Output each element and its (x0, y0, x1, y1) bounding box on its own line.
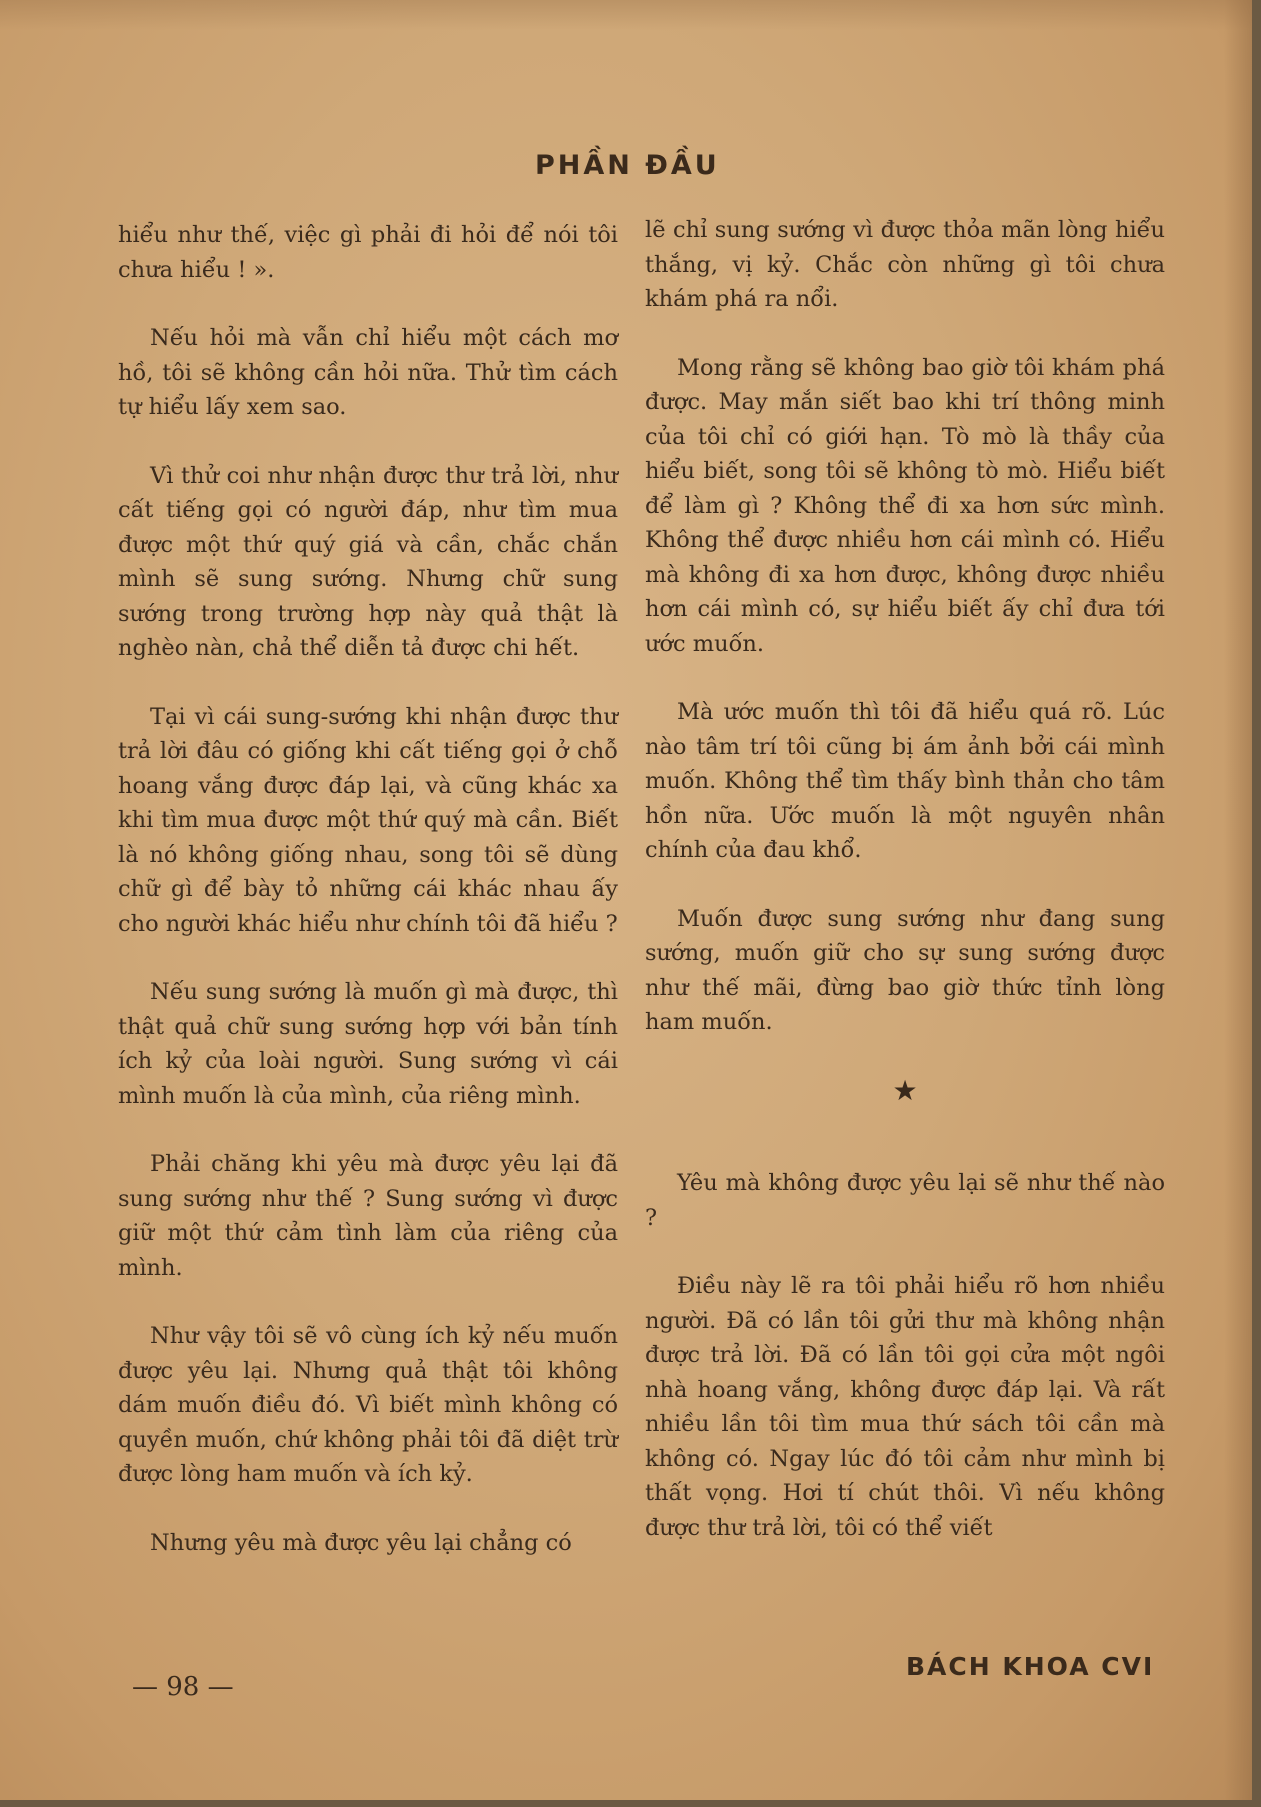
right-column (645, 213, 1165, 1579)
paragraph: Mong rằng sẽ không bao giờ tôi khám phá được. May mắn siết bao khi trí thông minh của tôi chỉ có giới hạn. Tò mò là thầy của hiểu biết, song tôi sẽ không tò mò. Hiểu biết để làm gì ? Không thể đi xa hơn sức mình. Không thể được nhiều hơn cái mình có. Hiểu mà không đi xa hơn được, không được nhiều hơn cái mình có, sự hiểu biết ấy chỉ đưa tới ước muốn. (645, 354, 1165, 657)
paragraph: Điều này lẽ ra tôi phải hiểu rõ hơn nhiều người. Đã có lần tôi gửi thư mà không nhận được trả lời. Đã có lần tôi gọi cửa một ngôi nhà hoang vắng, không được đáp lại. Và rất nhiều lần tôi tìm mua thứ sách tôi cần mà không có. Ngay lúc đó tôi cảm như mình bị thất vọng. Hơi tí chút thôi. Vì nếu không được thư trả lời, tôi có thể viết (645, 1273, 1165, 1541)
paragraph: lẽ chỉ sung sướng vì được thỏa mãn lòng hiểu thắng, vị kỷ. Chắc còn những gì tôi chưa khám phá ra nổi. (645, 217, 1165, 312)
paragraph: Như vậy tôi sẽ vô cùng ích kỷ nếu muốn được yêu lại. Nhưng quả thật tôi không dám muốn điều đó. Vì biết mình không có quyền muốn, chứ không phải tôi đã diệt trừ được lòng ham muốn và ích kỷ. (118, 1323, 618, 1487)
publication-title: BÁCH KHOA CVI (906, 1652, 1155, 1681)
left-column (118, 218, 618, 1594)
paragraph: Mà ước muốn thì tôi đã hiểu quá rõ. Lúc nào tâm trí tôi cũng bị ám ảnh bởi cái mình muốn. Không thể tìm thấy bình thản cho tâm hồn nữa. Ước muốn là một nguyên nhân chính của đau khổ. (645, 699, 1165, 863)
paragraph: hiểu như thế, việc gì phải đi hỏi để nói tôi chưa hiểu ! ». (118, 222, 618, 283)
section-break-star-icon: ★ (892, 1073, 918, 1107)
running-head: PHẦN ĐẦU (535, 150, 720, 181)
paragraph: Nhưng yêu mà được yêu lại chẳng có (150, 1529, 572, 1556)
paragraph: Nếu sung sướng là muốn gì mà được, thì thật quả chữ sung sướng hợp với bản tính ích kỷ của loài người. Sung sướng vì cái mình muốn là của mình, của riêng mình. (118, 979, 618, 1109)
paper-top-shading (0, 0, 1252, 30)
paragraph: Phải chăng khi yêu mà được yêu lại đã sung sướng như thế ? Sung sướng vì được giữ một thứ cảm tình làm của riêng của mình. (118, 1151, 618, 1281)
paragraph: Tại vì cái sung-sướng khi nhận được thư trả lời đâu có giống khi cất tiếng gọi ở chỗ hoang vắng được đáp lại, và cũng khác xa khi tìm mua được một thứ quý mà cần. Biết là nó không giống nhau, song tôi sẽ dùng chữ gì để bày tỏ những cái khác nhau ấy cho người khác hiểu như chính tôi đã hiểu ? (118, 703, 618, 937)
page-number: — 98 — (132, 1672, 234, 1702)
paragraph: Vì thử coi như nhận được thư trả lời, như cất tiếng gọi có người đáp, như tìm mua được một thứ quý giá và cần, chắc chắn mình sẽ sung sướng. Nhưng chữ sung sướng trong trường hợp này quả thật là nghèo nàn, chả thể diễn tả được chi hết. (118, 462, 618, 661)
paragraph: Yêu mà không được yêu lại sẽ như thế nào ? (645, 1170, 1165, 1231)
paragraph: Muốn được sung sướng như đang sung sướng, muốn giữ cho sự sung sướng được như thế mãi, đừng bao giờ thức tỉnh lòng ham muốn. (645, 905, 1165, 1035)
paper-edge-shading (1224, 0, 1252, 1800)
paragraph: Nếu hỏi mà vẫn chỉ hiểu một cách mơ hồ, tôi sẽ không cần hỏi nữa. Thử tìm cách tự hiểu lấy xem sao. (118, 325, 618, 420)
